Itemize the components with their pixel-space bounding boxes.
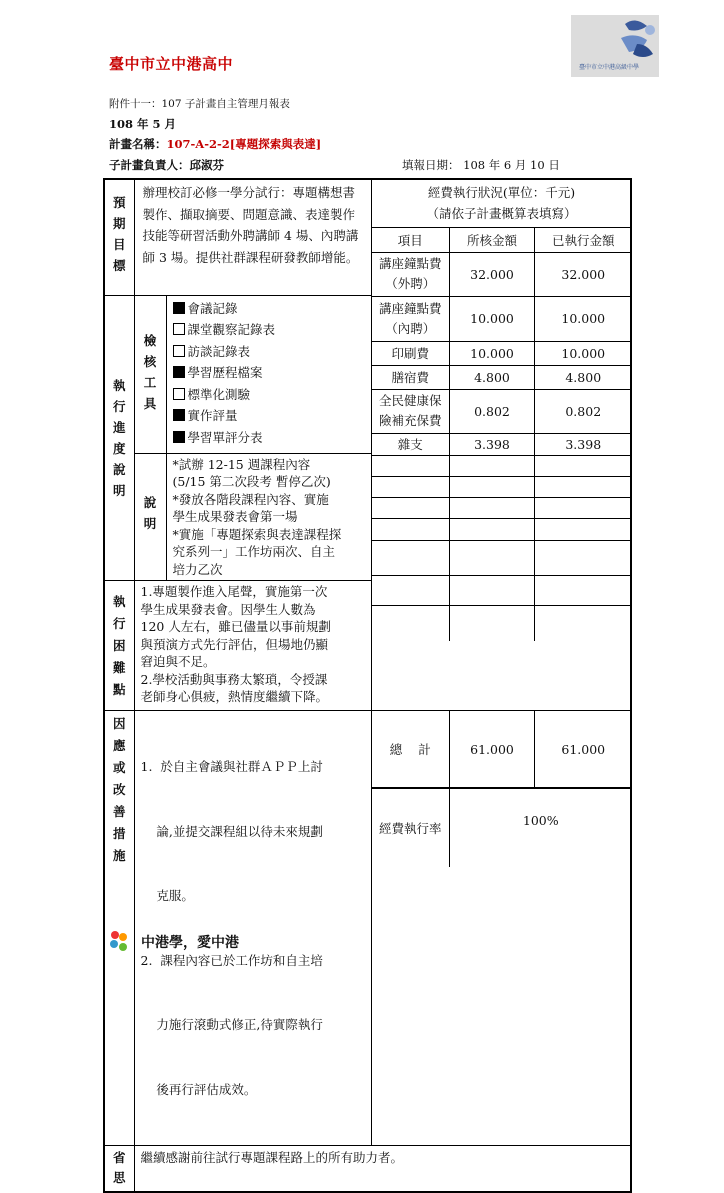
plan-owner: 子計畫負責人：邱淑芬 [109,158,224,172]
tools-list [166,295,371,453]
improvement-text: 1. 於自主會議與社群ＡＰＰ上討 論,並提交課程組以待未來規劃 克服。 2. 課程內容已於工作坊和自主培 力施行滾動式修正,待實際執行 後再行評估成效。 [134,711,371,1146]
total-executed: 61.000 [535,711,632,788]
budget-approved: 4.800 [450,365,535,389]
attachment-note: 附件十一：107 子計畫自主管理月報表 [109,98,290,110]
budget-title: 經費執行狀況(單位：千元) [427,185,576,200]
budget-approved: 32.000 [450,252,535,296]
rate-value: 100% [450,788,632,867]
difficulty-text: 1.專題製作進入尾聲，實施第一次 學生成果發表會。因學生人數為 120 人左右，雖已儘量以事前規劃 與預演方式先行評估，但場地仍顯 窘迫與不足。 2.學校活動與事務太繁瑣，令授課 老師身心俱疲，熱情度繼續下降。 [134,581,371,711]
school-name: 臺中市立中港高中 [109,55,234,73]
budget-title-cell [372,180,632,227]
reflection-text: 繼續感謝前往試行專題課程路上的所有助力者。 [134,1146,631,1192]
improvement-label: 因 應 或 改 善 措 施 [104,711,134,1146]
difficulty-label: 執 行 困 難 點 [104,581,134,711]
budget-header-executed: 已執行金額 [535,227,632,252]
budget-item: 膳宿費 [372,365,450,389]
budget-executed: 32.000 [535,252,632,296]
budget-executed: 3.398 [535,433,632,455]
plan-name: 107-A-2-2[專題探索與表達] [166,137,322,151]
budget-table [372,180,632,641]
tool-item: 標準化測驗 [173,384,365,406]
tool-item: 課堂觀察記錄表 [173,319,365,341]
budget-item: 講座鐘點費 （外聘） [372,252,450,296]
budget-item: 印刷費 [372,341,450,365]
goal-label: 預 期 目 標 [104,179,134,295]
reflection-label: 省 思 [104,1146,134,1192]
budget-executed: 10.000 [535,296,632,341]
report-table [103,178,632,1193]
school-logo-icon [617,16,659,62]
plan-title [109,136,321,152]
budget-header-item: 項目 [372,227,450,252]
tool-item: 學習歷程檔案 [173,362,365,384]
report-date: 填報日期： 108 年 6 月 10 日 [402,158,560,172]
budget-approved: 0.802 [450,389,535,433]
desc-label: 說 明 [134,453,166,581]
tools-label: 檢 核 工 具 [134,295,166,453]
budget-executed: 4.800 [535,365,632,389]
desc-text: *試辦 12-15 週課程內容 (5/15 第二次段考 暫停乙次) *發放各階段課程內容、實施 學生成果發表會第一場 *實施「專題探索與表達課程探 究系列一」工作坊兩次、自主 培力乙次 [166,453,371,581]
checkbox-checked-icon [173,409,185,421]
rate-label: 經費執行率 [372,788,450,867]
total-approved: 61.000 [450,711,535,788]
totals-cell [371,711,631,1146]
budget-item: 全民健康保 險補充保費 [372,389,450,433]
budget-subtitle: （請依子計畫概算表填寫） [426,206,577,221]
checkbox-checked-icon [173,366,185,378]
budget-approved: 10.000 [450,341,535,365]
budget-header-approved: 所核金額 [450,227,535,252]
budget-executed: 0.802 [535,389,632,433]
budget-item: 雜支 [372,433,450,455]
budget-approved: 3.398 [450,433,535,455]
budget-item: 講座鐘點費 （內聘） [372,296,450,341]
footer-slogan: 中港學，愛中港 [141,935,239,951]
checkbox-unchecked-icon [173,323,185,335]
footer-logo-icon [106,928,132,954]
tool-item: 實作評量 [173,405,365,427]
tool-item: 會議記錄 [173,298,365,320]
budget-executed: 10.000 [535,341,632,365]
checkbox-checked-icon [173,302,185,314]
progress-label: 執 行 進 度 說 明 [104,295,134,581]
report-month: 108 年 5 月 [109,117,177,131]
tool-item: 訪談記錄表 [173,341,365,363]
tool-item: 學習單評分表 [173,427,365,449]
checkbox-unchecked-icon [173,388,185,400]
total-label: 總 計 [372,711,450,788]
logo-caption: 臺中市立中港高級中學 [579,64,640,71]
plan-label: 計畫名稱： [109,137,167,151]
totals-table [372,711,632,867]
checkbox-unchecked-icon [173,345,185,357]
goal-text: 辦理校訂必修一學分試行：專題構想書製作、擷取摘要、問題意識、表達製作技能等研習活動外聘講師 4 場、內聘講師 3 場。提供社群課程研發教師增能。 [134,179,371,295]
budget-approved: 10.000 [450,296,535,341]
checkbox-checked-icon [173,431,185,443]
budget-cell [371,179,631,711]
